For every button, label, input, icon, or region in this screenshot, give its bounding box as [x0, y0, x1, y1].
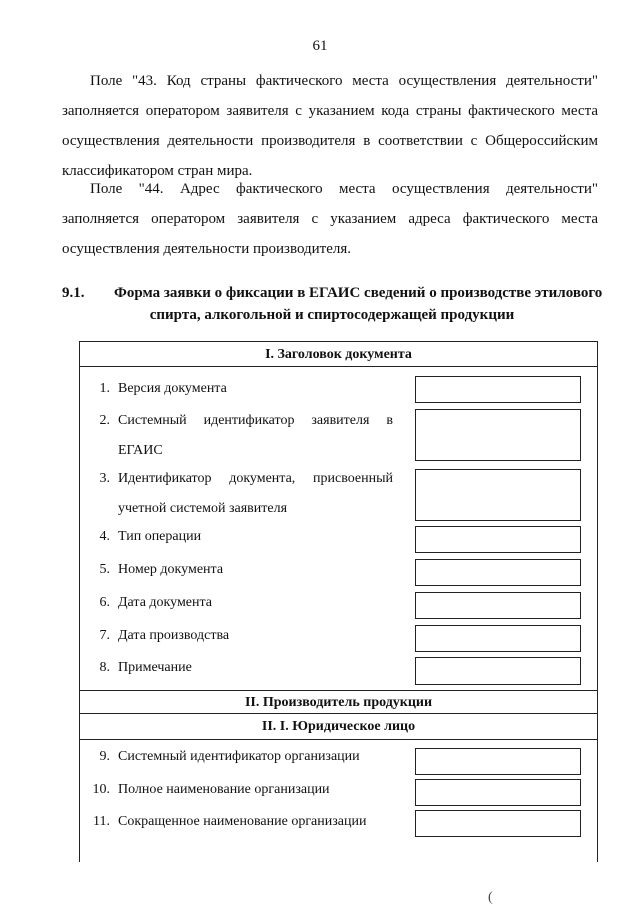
row-label-line: Сокращенное наименование организации	[118, 814, 367, 829]
paragraph-line: осуществления деятельности производителя в соответствии с Общероссийским	[62, 133, 598, 149]
applicant-system-id-field[interactable]	[415, 409, 581, 461]
row-label-line: Системный идентификатор организации	[118, 749, 360, 764]
row-label-line: Системный идентификатор заявителя в	[118, 413, 393, 428]
row-label-line: Номер документа	[118, 562, 224, 577]
row-number: 4.	[99, 529, 110, 544]
organization-system-id-field[interactable]	[415, 748, 581, 775]
row-label	[118, 621, 393, 651]
page-number: 61	[312, 38, 328, 54]
paragraph-field-44	[62, 174, 598, 264]
row-label	[118, 555, 393, 585]
row-label-line: Дата документа	[118, 595, 213, 610]
row-label-line: Дата производства	[118, 628, 230, 643]
note-field[interactable]	[415, 657, 581, 685]
row-number: 11.	[93, 814, 110, 829]
row-label	[118, 775, 393, 805]
row-label	[118, 522, 393, 552]
section-title-line-2: спирта, алкогольной и спиртосодержащей продукции	[149, 307, 515, 323]
form-header-producer: II. Производитель продукции	[80, 690, 597, 714]
paragraph-line: осуществления деятельности производителя.	[62, 241, 352, 257]
form-header-document-title: I. Заголовок документа	[80, 342, 597, 367]
row-number: 10.	[92, 782, 110, 797]
row-label	[118, 807, 393, 837]
document-id-field[interactable]	[415, 469, 581, 521]
row-label	[118, 406, 393, 466]
row-label-line: Тип операции	[118, 529, 202, 544]
production-date-field[interactable]	[415, 625, 581, 652]
row-number: 5.	[99, 562, 110, 577]
row-number: 6.	[99, 595, 110, 610]
paragraph-line: заполняется оператором заявителя с указанием адреса фактического места	[62, 211, 598, 227]
row-label-line: Версия документа	[118, 381, 227, 396]
row-label-line: Примечание	[118, 660, 192, 675]
document-number-field[interactable]	[415, 559, 581, 586]
form-header-legal-entity: II. I. Юридическое лицо	[80, 714, 597, 740]
row-label	[118, 653, 393, 683]
row-label	[118, 742, 393, 772]
row-number: 7.	[99, 628, 110, 643]
row-label-line: ЕГАИС	[118, 443, 163, 458]
row-label	[118, 464, 393, 524]
section-number: 9.1.	[62, 285, 85, 301]
pen-mark: (	[488, 890, 493, 905]
paragraph-line: Поле "43. Код страны фактического места осуществления деятельности"	[90, 73, 598, 89]
row-number: 2.	[99, 413, 110, 428]
operation-type-field[interactable]	[415, 526, 581, 553]
paragraph-line: заполняется оператором заявителя с указанием кода страны фактического места	[62, 103, 598, 119]
row-number: 9.	[99, 749, 110, 764]
row-number: 3.	[99, 471, 110, 486]
document-date-field[interactable]	[415, 592, 581, 619]
row-label	[118, 374, 393, 404]
row-label-line: Полное наименование организации	[118, 782, 330, 797]
application-form	[79, 341, 598, 862]
row-number: 1.	[99, 381, 110, 396]
organization-short-name-field[interactable]	[415, 810, 581, 837]
row-label-line: учетной системой заявителя	[118, 501, 288, 516]
document-version-field[interactable]	[415, 376, 581, 403]
paragraph-line: Поле "44. Адрес фактического места осуществления деятельности"	[90, 181, 598, 197]
row-number: 8.	[99, 660, 110, 675]
row-label	[118, 588, 393, 618]
organization-full-name-field[interactable]	[415, 779, 581, 806]
paragraph-field-43	[62, 66, 598, 186]
row-label-line: Идентификатор документа, присвоенный	[118, 471, 393, 486]
paragraph-line: классификатором стран мира.	[62, 163, 253, 179]
section-title-line-1: Форма заявки о фиксации в ЕГАИС сведений о производстве этилового	[114, 285, 603, 301]
